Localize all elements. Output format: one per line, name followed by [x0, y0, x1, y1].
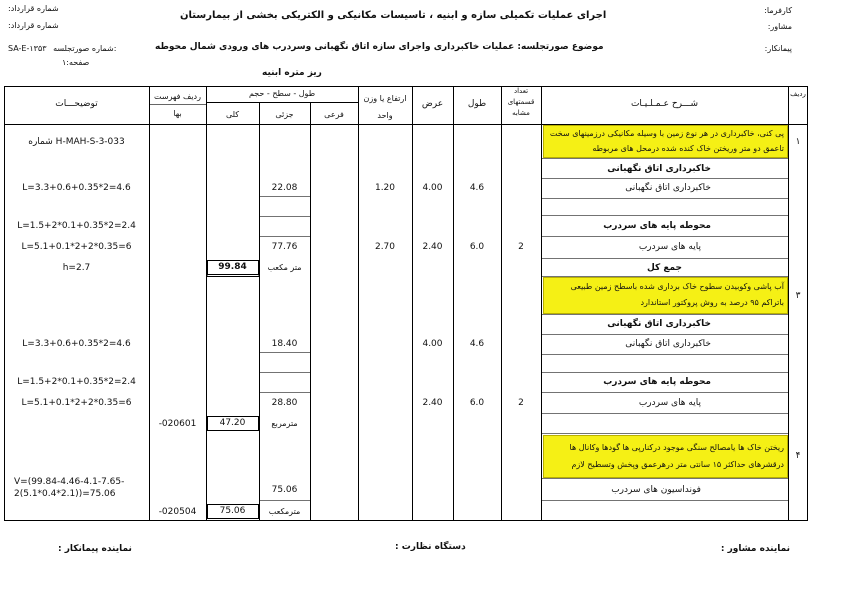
- grand-total-label: جمع کل: [646, 263, 683, 273]
- length-cell: 4.6: [469, 339, 485, 349]
- price-item-cell: -020504: [158, 507, 197, 517]
- item-description: خاکبرداری اتاق نگهبانی: [625, 183, 711, 193]
- col-count: تعداد قسمتهای مشابه: [507, 87, 535, 117]
- col-partial: جزئی: [275, 110, 294, 119]
- minutes-number: [8, 44, 116, 53]
- col-length: طول: [467, 99, 487, 109]
- contractor-representative: نماینده پیمانکار :: [58, 544, 132, 554]
- consultant-label: مشاور:: [767, 22, 792, 31]
- total-cell: 75.06: [219, 506, 246, 516]
- col-row: ردیف: [790, 90, 806, 98]
- note-cell: L=3.3+0.6+0.35*2=4.6: [22, 339, 131, 349]
- partial-cell: 75.06: [271, 485, 298, 495]
- count-cell: 2: [518, 398, 524, 408]
- partial-cell: 18.40: [271, 339, 298, 349]
- col-dimensions: طول - سطح - حجم: [248, 89, 316, 98]
- operation-description: پی کنی، خاکبرداری در هر نوع زمین با وسیله مکانیکی درزمینهای سخت تاعمق دو متر وریختن خاک کنده شده درمحل های مربوطه: [549, 129, 784, 153]
- partial-cell: 22.08: [271, 183, 298, 193]
- col-sub: فرعی: [324, 110, 344, 119]
- note-cell: L=1.5+2*0.1+0.35*2=2.4: [17, 377, 136, 387]
- col-total: کلی: [225, 110, 240, 119]
- row-number: ۴: [795, 451, 801, 461]
- row-number: ۱: [795, 137, 801, 147]
- col-description: شـــرح عـمـلـیـات: [630, 99, 699, 109]
- partial-cell: 28.80: [271, 398, 298, 408]
- contract-number-label: شماره قرارداد:: [8, 4, 59, 13]
- consultant-representative: نماینده مشاور :: [720, 544, 790, 554]
- item-description: فونداسیون های سردرب: [611, 485, 701, 495]
- note-cell: L=5.1+0.1*2+2*0.35=6: [21, 242, 132, 252]
- employer-label: کارفرما:: [764, 6, 792, 15]
- subheading: محوطه پایه های سردرب: [603, 221, 711, 231]
- subheading: خاکبرداری اتاق نگهبانی: [607, 319, 711, 329]
- note-cell: h=2.7: [62, 263, 91, 273]
- minutes-number-value: SA-E-۱۳۵۳: [8, 44, 47, 53]
- document-title: اجرای عملیات تکمیلی سازه و ابنیه ، تاسیسات مکانیکی و الکتریکی بخشی از بیمارستان: [180, 10, 607, 21]
- width-cell: 2.40: [422, 398, 443, 408]
- unit-label: مترمربع: [271, 419, 298, 428]
- contractor-label: پیمانکار:: [764, 44, 792, 53]
- row-number: ۳: [795, 291, 801, 301]
- subheading: خاکبرداری اتاق نگهبانی: [607, 164, 711, 174]
- length-cell: 6.0: [469, 242, 485, 252]
- supervision-authority: دستگاه نظارت :: [395, 542, 466, 552]
- length-cell: 4.6: [469, 183, 485, 193]
- note-cell: V=(99.84-4.46-4.1-7.65-2(5.1*0.4*2.1))=75.06: [14, 477, 125, 499]
- minutes-number-label: شماره صورتجلسه:: [53, 44, 117, 53]
- count-cell: 2: [518, 242, 524, 252]
- page-number: صفحه:۱: [62, 58, 90, 67]
- length-cell: 6.0: [469, 398, 485, 408]
- col-width: عرض: [421, 99, 444, 109]
- height-cell: 1.20: [374, 183, 396, 193]
- minutes-subject: موضوع صورتجلسه: عملیات خاکبرداری واجرای سازه اتاق نگهبانی وسردرب های ورودی شمال محوطه: [155, 42, 604, 52]
- item-description: پایه های سردرب: [638, 398, 701, 408]
- operation-description: آب پاشی وکوبیدن سطوح خاک برداری شده باسطح زمین طبیعی باتراکم ۹۵ درصد به روش پروکتور استاندارد: [570, 282, 784, 307]
- note-cell: L=3.3+0.6+0.35*2=4.6: [22, 183, 131, 193]
- col-height: ارتفاع یا وزن واحد: [363, 94, 407, 120]
- width-cell: 2.40: [422, 242, 443, 252]
- partial-cell: 77.76: [271, 242, 298, 252]
- width-cell: 4.00: [422, 183, 443, 193]
- subheading: محوطه پایه های سردرب: [603, 377, 711, 387]
- height-cell: 2.70: [374, 242, 396, 252]
- note-cell: L=1.5+2*0.1+0.35*2=2.4: [17, 221, 136, 231]
- col-notes: توضیحـــات: [55, 99, 98, 109]
- contract-date-label: شماره قرارداد:: [8, 21, 59, 30]
- unit-label: مترمکعب: [268, 507, 301, 516]
- price-item-cell: -020601: [158, 419, 197, 429]
- note-cell: L=5.1+0.1*2+2*0.35=6: [21, 398, 132, 408]
- total-cell: 99.84: [218, 262, 247, 272]
- total-cell: 47.20: [219, 418, 246, 428]
- width-cell: 4.00: [422, 339, 443, 349]
- unit-label: متر مکعب: [267, 263, 302, 272]
- operation-description: ریختن خاک ها یامصالح سنگی موجود درکنارپی ها گودها وکانال ها درقشرهای حداکثر ۱۵ سانتی متر درهرعمق وپخش وتسطیح لازم: [569, 443, 784, 469]
- section-title: ریز متره ابنیه: [262, 68, 322, 78]
- note-cell: شماره H-MAH-S-3-033: [28, 137, 125, 147]
- col-price-item: ردیف فهرست بها: [154, 92, 201, 118]
- item-description: خاکبرداری اتاق نگهبانی: [625, 339, 711, 349]
- item-description: پایه های سردرب: [638, 242, 701, 252]
